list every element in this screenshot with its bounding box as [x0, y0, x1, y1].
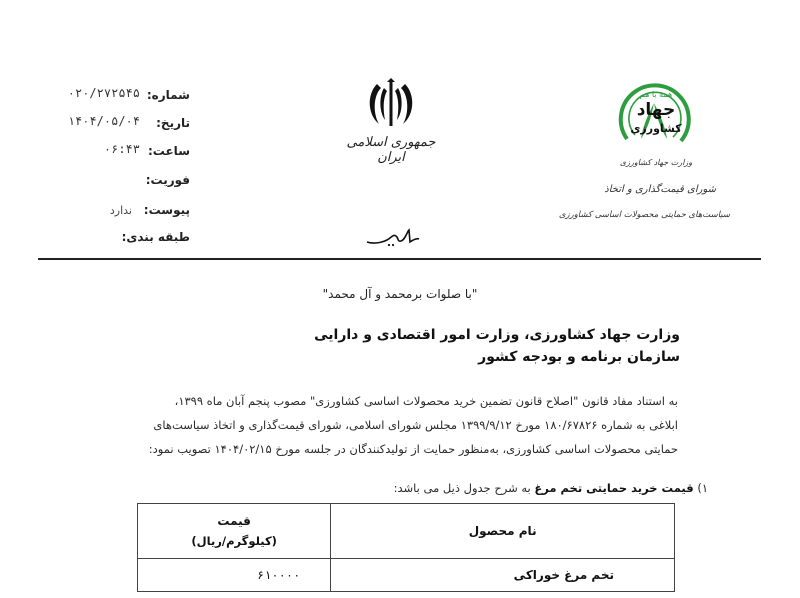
item-1-rest: به شرح جدول ذیل می باشد:: [393, 481, 531, 495]
header-price-label: قیمت: [217, 514, 251, 528]
attachment-label: پیوست:: [143, 203, 190, 217]
council-line1: شورای قیمت‌گذاری و اتخاذ: [604, 184, 716, 195]
salutation: "با صلوات برمحمد و آل محمد": [322, 287, 478, 301]
classification-label: طبقه بندی:: [121, 230, 190, 244]
time-label: ساعت:: [147, 144, 190, 158]
item-1: [300, 481, 708, 495]
logo-top-text: همه با هم: [639, 90, 673, 99]
council-line2: سیاست‌های حمایتی محصولات اساسی کشاورزی: [558, 210, 730, 220]
number-label: شماره:: [146, 88, 190, 102]
basmala-signature: [363, 226, 423, 248]
price-cell: ۶۱۰۰۰۰: [138, 559, 331, 592]
header-product: [331, 504, 675, 559]
signature-icon: [363, 226, 423, 248]
urgency-label: فوریت:: [145, 173, 190, 187]
body-line-1: به استناد مفاد قانون "اصلاح قانون تضمین خرید محصولات اساسی کشاورزی" مصوب پنجم آبان ماه ۱۳۹۹،: [174, 394, 678, 408]
addressee-line1: وزارت جهاد کشاورزی، وزارت امور اقتصادی و دارایی: [314, 327, 680, 343]
body-line-2: ابلاغی به شماره ۱۸۰/۶۷۸۲۶ مورخ ۱۳۹۹/۹/۱۲ مجلس شورای اسلامی، شورای قیمت‌گذاری و اتخاذ سیاست‌های: [153, 418, 678, 432]
header-divider: [38, 258, 761, 260]
item-1-bold: قیمت خرید حمایتی تخم مرغ: [534, 481, 694, 495]
table-row: [138, 559, 675, 592]
iran-emblem: [363, 76, 419, 132]
date-label: تاریخ:: [156, 116, 190, 130]
header-price: [138, 504, 331, 559]
product-cell: تخم مرغ خوراکی: [331, 559, 675, 592]
logo-title-jahad: جهاد: [636, 100, 676, 120]
emblem-caption: جمهوری اسلامی ایران: [346, 135, 436, 165]
price-table: [137, 503, 675, 592]
item-1-number: ۱): [697, 481, 708, 495]
number-value: ۰۲۰/۲۷۲۵۴۵: [67, 86, 140, 100]
table-header-row: [138, 504, 675, 559]
attachment-value: ندارد: [109, 204, 132, 217]
header-product-label: نام محصول: [468, 524, 537, 538]
body-line-3: حمایتی محصولات اساسی کشاورزی، به‌منظور حمایت از تولیدکنندگان در جلسه مورخ ۱۴۰۴/۰۲/۱۵ تصویب نمود:: [148, 442, 678, 456]
logo-title-keshavarzi: کشاورزی: [630, 122, 682, 135]
addressee-line2: سازمان برنامه و بودجه کشور: [478, 349, 680, 365]
date-value: ۱۴۰۴/۰۵/۰۴: [67, 114, 140, 128]
header-price-unit: (کیلوگرم/ریال): [191, 534, 277, 548]
ministry-caption: وزارت جهاد کشاورزی: [619, 158, 693, 167]
emblem-icon: [363, 76, 419, 132]
time-value: ۰۶:۴۳: [103, 142, 140, 156]
